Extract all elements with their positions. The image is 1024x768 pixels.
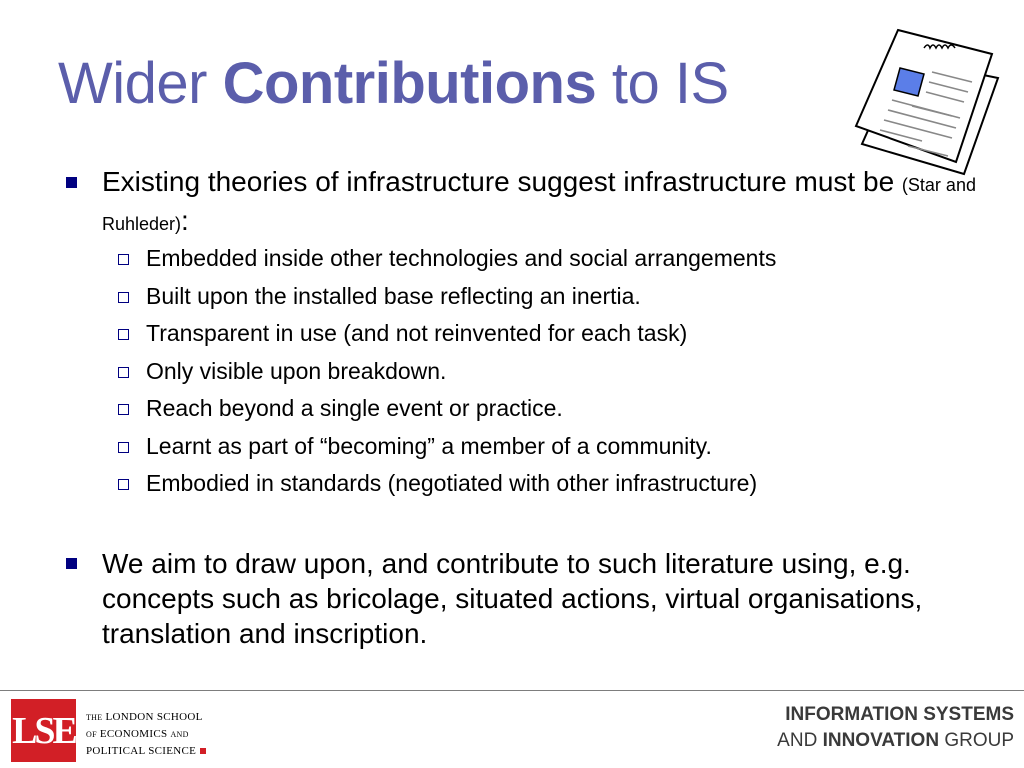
subbullet-marker: [118, 404, 129, 415]
red-square-icon: [200, 748, 206, 754]
subbullet-item: Learnt as part of “becoming” a member of a community.: [146, 433, 712, 459]
subbullet-marker: [118, 329, 129, 340]
bullet-1: [102, 164, 982, 242]
newspaper-icon: [852, 26, 1004, 176]
bullet-1-suffix: :: [181, 205, 189, 236]
subbullet-item: Embodied in standards (negotiated with other infrastructure): [146, 470, 758, 496]
lse-name-word: SCHOOL: [156, 711, 203, 723]
group-name-line-1: INFORMATION SYSTEMS: [785, 704, 1014, 725]
lse-name-word: LONDON: [105, 711, 154, 723]
footer-divider: [0, 690, 1024, 691]
bullet-2: We aim to draw upon, and contribute to such literature using, e.g. concepts such as bricolage, situated actions, virtual organisations, translation and inscription.: [102, 548, 923, 649]
bullet-marker: [66, 177, 77, 188]
bullet-marker: [66, 558, 77, 569]
subbullet-marker: [118, 367, 129, 378]
subbullet-item: Built upon the installed base reflecting an inertia.: [146, 283, 641, 309]
subbullet-marker: [118, 442, 129, 453]
bullet-1-text: Existing theories of infrastructure suggest infrastructure must be: [102, 166, 902, 197]
group-name-part: INNOVATION: [822, 730, 940, 751]
title-part-3: to IS: [596, 51, 729, 116]
lse-name-word: OF: [86, 730, 97, 739]
group-name-line-2: [777, 730, 1014, 752]
subbullet-item: Only visible upon breakdown.: [146, 358, 447, 384]
slide-title: [58, 50, 729, 117]
subbullet-marker: [118, 254, 129, 265]
lse-logo: LSE: [11, 699, 76, 762]
lse-name-word: AND: [170, 730, 189, 739]
lse-name-line-2: [86, 726, 206, 743]
lse-name-word: SCIENCE: [148, 745, 197, 757]
title-part-2: Contributions: [222, 51, 597, 116]
subbullet-marker: [118, 479, 129, 490]
group-name-part: GROUP: [939, 730, 1014, 751]
group-name-part: AND: [777, 730, 823, 751]
lse-name-word: POLITICAL: [86, 745, 146, 757]
subbullet-item: Embedded inside other technologies and social arrangements: [146, 245, 777, 271]
lse-name-line-3: [86, 743, 206, 759]
title-part-1: Wider: [58, 51, 223, 116]
subbullet-marker: [118, 292, 129, 303]
bullet-1-citation: (Star and Ruhleder): [102, 175, 976, 234]
subbullet-item: Transparent in use (and not reinvented for each task): [146, 320, 688, 346]
lse-full-name: [86, 709, 206, 759]
lse-name-word: ECONOMICS: [99, 728, 168, 740]
lse-name-line-1: [86, 709, 206, 726]
lse-name-word: THE: [86, 713, 103, 722]
subbullet-item: Reach beyond a single event or practice.: [146, 395, 563, 421]
